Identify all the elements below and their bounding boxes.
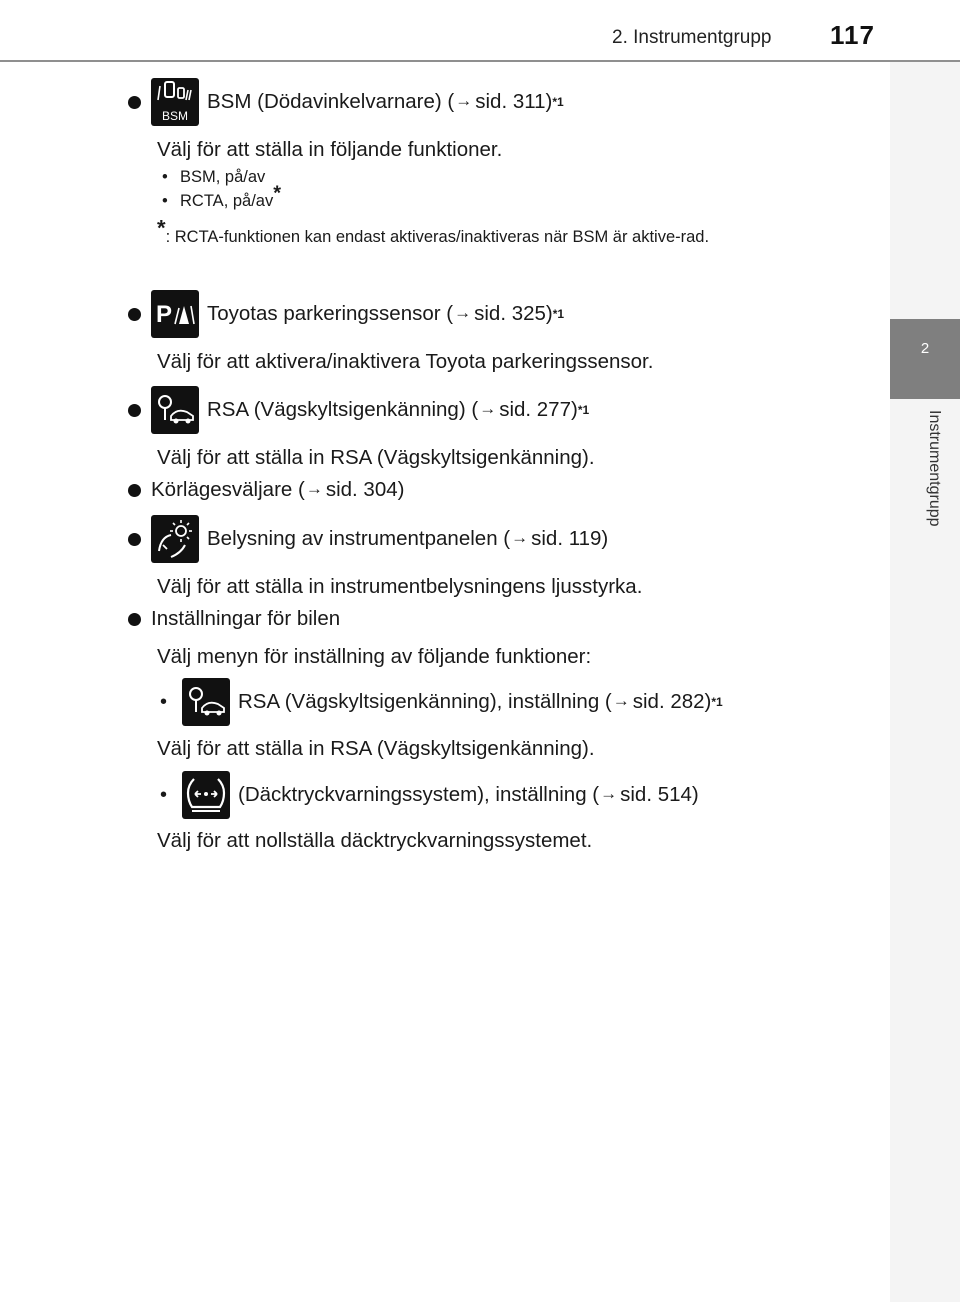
bsm-description: Välj för att ställa in följande funktioner. bbox=[157, 138, 503, 161]
tire-pressure-icon bbox=[182, 771, 230, 819]
arrow-icon: → bbox=[511, 528, 529, 547]
illumination-ref-link[interactable]: sid. 119) bbox=[531, 527, 609, 550]
bullet-icon bbox=[128, 613, 141, 626]
parking-ref-link[interactable]: sid. 325) bbox=[474, 302, 553, 325]
rsa-ref-link[interactable]: sid. 277) bbox=[499, 398, 578, 421]
footnote-marker: *1 bbox=[577, 403, 590, 417]
list-item-rsa bbox=[128, 386, 589, 434]
road-sign-assist-icon bbox=[182, 678, 230, 726]
chapter-number: 2 bbox=[920, 340, 930, 357]
footnote-star: * bbox=[157, 215, 166, 241]
vehicle-settings-title: Inställningar för bilen bbox=[151, 607, 341, 630]
rsa-title: RSA (Vägskyltsigenkänning) ( bbox=[207, 398, 479, 421]
header-divider bbox=[0, 60, 960, 62]
sub-rsa-title: RSA (Vägskyltsigenkänning), inställning ( bbox=[238, 690, 612, 713]
sub-rsa-description: Välj för att ställa in RSA (Vägskyltsigenkänning). bbox=[157, 737, 595, 760]
footnote-marker: *1 bbox=[552, 95, 564, 109]
chapter-tab[interactable] bbox=[890, 319, 960, 399]
list-item-parking-sensor bbox=[128, 290, 564, 338]
sub-item-tpws-setting bbox=[160, 771, 699, 819]
sub-item-rsa-setting bbox=[160, 678, 723, 726]
bsm-sub-item-1: • BSM, på/av bbox=[162, 168, 266, 186]
footnote-marker: *1 bbox=[552, 307, 565, 321]
section-title: 2. Instrumentgrupp bbox=[612, 27, 772, 48]
arrow-icon: → bbox=[455, 91, 473, 110]
arrow-icon: → bbox=[454, 303, 472, 322]
list-item-vehicle-settings bbox=[128, 607, 340, 631]
illumination-title: Belysning av instrumentpanelen ( bbox=[207, 527, 511, 550]
bullet-icon bbox=[128, 484, 141, 497]
svg-text:P: P bbox=[156, 301, 173, 328]
rsa-description: Välj för att ställa in RSA (Vägskyltsigenkänning). bbox=[157, 446, 595, 469]
bsm-ref-link[interactable]: sid. 311) bbox=[475, 90, 553, 113]
bsm-icon bbox=[151, 78, 199, 126]
sub-tpws-description: Välj för att nollställa däcktryckvarningssystemet. bbox=[157, 829, 593, 852]
bsm-sub-item-2: • RCTA, på/av* bbox=[162, 182, 282, 210]
bullet-icon bbox=[128, 533, 141, 546]
illumination-description: Välj för att ställa in instrumentbelysningens ljusstyrka. bbox=[157, 575, 643, 598]
side-tab-background bbox=[890, 62, 960, 1302]
svg-text:BSM: BSM bbox=[161, 109, 189, 123]
list-item-bsm bbox=[128, 78, 564, 126]
chapter-label: Instrumentgrupp bbox=[926, 410, 943, 527]
illumination-icon bbox=[151, 515, 199, 563]
arrow-icon: → bbox=[612, 691, 630, 710]
bullet-icon bbox=[128, 96, 141, 109]
road-sign-assist-icon bbox=[151, 386, 199, 434]
drive-mode-ref-link[interactable]: sid. 304) bbox=[325, 478, 405, 501]
bsm-title: BSM (Dödavinkelvarnare) ( bbox=[207, 90, 455, 113]
arrow-icon: → bbox=[305, 479, 323, 498]
sub-tpws-title: (Däcktryckvarningssystem), inställning ( bbox=[238, 783, 600, 806]
list-item-drive-mode bbox=[128, 478, 404, 502]
bullet-icon bbox=[128, 404, 141, 417]
arrow-icon: → bbox=[600, 784, 618, 803]
bullet-icon bbox=[128, 308, 141, 321]
arrow-icon: → bbox=[479, 399, 497, 418]
parking-sensor-icon bbox=[151, 290, 199, 338]
sub-rsa-ref-link[interactable]: sid. 282) bbox=[632, 690, 712, 713]
bullet-icon: • bbox=[160, 783, 168, 806]
bsm-footnote: *: RCTA-funktionen kan endast aktiveras/inaktiveras när BSM är aktive-rad. bbox=[157, 215, 710, 246]
page-number: 117 bbox=[830, 20, 875, 50]
sub-tpws-ref-link[interactable]: sid. 514) bbox=[620, 783, 699, 806]
drive-mode-title: Körlägesväljare ( bbox=[151, 478, 305, 501]
parking-title: Toyotas parkeringssensor ( bbox=[207, 302, 454, 325]
parking-description: Välj för att aktivera/inaktivera Toyota parkeringssensor. bbox=[157, 350, 654, 373]
footnote-marker: *1 bbox=[711, 695, 723, 709]
bullet-icon: • bbox=[160, 690, 168, 713]
list-item-illumination bbox=[128, 515, 608, 563]
vehicle-settings-description: Välj menyn för inställning av följande funktioner: bbox=[157, 645, 592, 668]
footnote-star: * bbox=[273, 182, 282, 205]
page-header bbox=[0, 0, 960, 62]
